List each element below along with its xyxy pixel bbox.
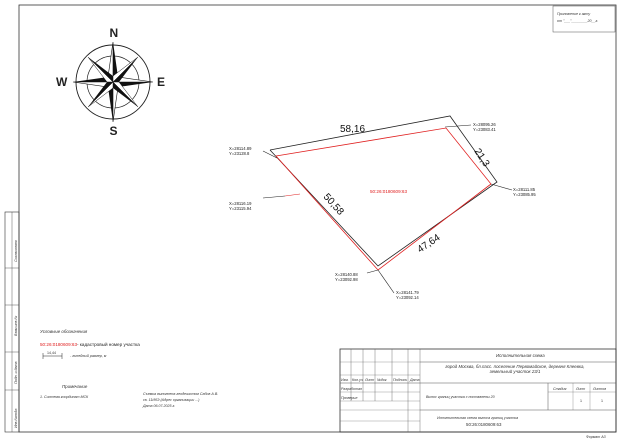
svg-text:X=28140.88: X=28140.88 [335,272,358,277]
svg-text:св. 11ИбЭ (Адрес организации .: св. 11ИбЭ (Адрес организации ...) [143,398,200,402]
svg-text:Листов: Листов [593,387,607,391]
svg-text:Съемка выполнена геодезистом С: Съемка выполнена геодезистом Сабов А.В. [143,392,219,396]
dimension-southeast-side: 47,64 [415,232,443,256]
title-block [340,349,616,432]
svg-text:Дата: Дата [410,378,420,382]
legend-cadastral-desc: - кадастровый номер участка [77,342,140,347]
vertex-coordinate [229,146,252,156]
approval-stamp [553,6,615,32]
legend-dim-sample: 14,44 [47,351,56,355]
doc-type: Исполнительная схема [496,353,545,358]
parcel-plan [229,116,536,300]
svg-text:X=28095.26: X=28095.26 [473,122,496,127]
sheets-count: 1 [601,399,603,403]
parcel-cadastral-number: 50:26:0180609:63 [370,189,408,194]
subject: Вынос границ участка с поставлены 20 [426,395,495,399]
svg-text:Лист: Лист [576,387,586,391]
compass-south-label: S [109,124,118,138]
svg-text:Y=23128.8: Y=23128.8 [229,151,250,156]
compass-west-label: W [56,75,68,89]
vertex-coordinate [396,290,419,300]
legend-dim-desc: - линейный размер, м [70,354,107,358]
svg-text:Стадия: Стадия [553,387,567,391]
svg-text:Подпись: Подпись [393,378,408,382]
svg-text:Y=23092.98: Y=23092.98 [335,277,358,282]
survey-info [142,392,218,408]
compass-rose [56,26,165,138]
approval-stamp-line2: от "___"________20__г. [557,19,599,23]
vertex-coordinate [335,272,358,282]
svg-text:Подп. и дата: Подп. и дата [14,361,18,384]
svg-text:Y=23092.14: Y=23092.14 [396,295,419,300]
dimension-north-side: 58,16 [340,124,366,135]
compass-north-label: N [109,26,119,40]
legend-title: Условные обозначения [40,329,88,334]
compass-east-label: E [157,75,166,89]
svg-text:X=28116.19: X=28116.19 [229,201,252,206]
svg-text:Y=23083.41: Y=23083.41 [473,127,496,132]
format-label: Формат А3 [586,435,606,439]
svg-text:Изм.: Изм. [341,378,349,382]
svg-text:X=28114.89: X=28114.89 [229,146,252,151]
notes [40,384,89,399]
svg-text:Y=23115.94: Y=23115.94 [229,206,252,211]
sheet-number: 1 [580,399,582,403]
notes-title: Примечание [62,384,88,389]
notes-line1: 1. Система координат МСК [40,395,89,399]
svg-text:Инв.№подл.: Инв.№подл. [14,407,18,428]
parcel-boundary [276,128,491,270]
vertex-coordinate [513,187,536,197]
svg-text:Y=23085.95: Y=23085.95 [513,192,536,197]
svg-text:X=28141.79: X=28141.79 [396,290,419,295]
svg-text:Разработал: Разработал [341,387,362,391]
svg-text:X=28111.85: X=28111.85 [513,187,536,192]
legend [40,329,140,359]
side-stamp [5,212,19,432]
drawing-number: 50:26:0180609:63 [466,422,502,427]
svg-text:№док: №док [377,378,387,382]
dimension-east-side: 21,3 [471,146,492,169]
svg-text:Согласовано: Согласовано [14,240,18,262]
svg-text:Проверил: Проверил [341,396,358,400]
approval-stamp-line1: Приложение к акту [557,12,591,16]
svg-text:Дата 06.07.2025 г.: Дата 06.07.2025 г. [143,404,176,408]
legend-cadastral-label: 50:26:0180609:63 [40,342,78,347]
address: город Москва, бл.пасс. поселение Первомайское, деревня Клеевка, земельный участок 23/1 [445,364,585,375]
vertex-coordinate [473,122,496,132]
svg-text:Взам.инв.№: Взам.инв.№ [14,315,18,336]
svg-text:Кол.уч: Кол.уч [352,378,363,382]
dimension-west-side: 50,58 [320,191,346,218]
vertex-coordinate [229,201,252,211]
drawing-title: Исполнительная схема выноса границ участка [437,416,519,420]
svg-text:Лист: Лист [365,378,375,382]
